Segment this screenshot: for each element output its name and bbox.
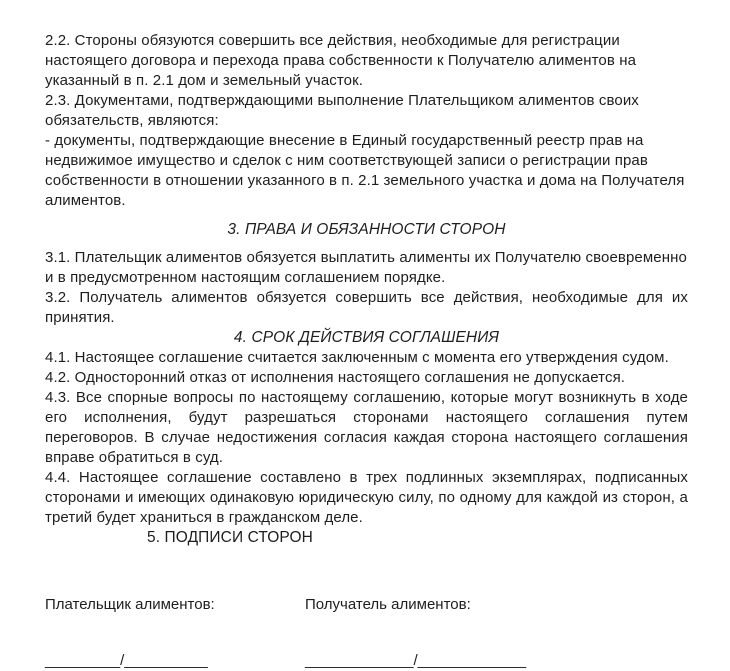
clause-2-2: 2.2. Стороны обязуются совершить все действия, необходимые для регистрации настоящего договора и перехода права собственности к Получателю алиментов на указанный в п. 2.1 дом и земельный участок. (45, 32, 637, 89)
payer-label: Плательщик алиментов: (45, 596, 215, 613)
signature-labels-row (45, 595, 688, 615)
section-5-heading: 5. ПОДПИСИ СТОРОН (147, 529, 313, 546)
clause-4-3: 4.3. Все спорные вопросы по настоящему соглашению, которые могут возникнуть в ходе его исполнения, будут разрешаться сторонами настоящего соглашения путем переговоров. В случае недостижения согласия каждая сторона настоящего соглашения вправе обратиться в суд. (45, 389, 688, 466)
agreement-body (45, 31, 688, 548)
clause-3-2: 3.2. Получатель алиментов обязуется совершить все действия, необходимые для их принятия. (45, 289, 688, 326)
signature-lines-row (45, 651, 688, 671)
recipient-signature-line: _____________/_____________ (305, 652, 527, 669)
section-3-heading: 3. ПРАВА И ОБЯЗАННОСТИ СТОРОН (227, 221, 506, 238)
recipient-label: Получатель алиментов: (305, 596, 471, 613)
clause-4-1: 4.1. Настоящее соглашение считается заключенным с момента его утверждения судом. (45, 349, 669, 366)
clause-4-4: 4.4. Настоящее соглашение составлено в трех подлинных экземплярах, подписанных сторонами и имеющих одинаковую юридическую силу, по одному для каждой из сторон, а третий будет храниться в гражданском деле. (45, 469, 688, 526)
payer-signature-line: _________/__________ (45, 652, 208, 669)
clause-4-2: 4.2. Односторонний отказ от исполнения настоящего соглашения не допускается. (45, 369, 626, 386)
clause-3-1: 3.1. Плательщик алиментов обязуется выплатить алименты их Получателю своевременно и в предусмотренном настоящим соглашением порядке. (45, 249, 687, 286)
clause-2-3: 2.3. Документами, подтверждающими выполнение Плательщиком алиментов своих обязательств, являются: (45, 92, 639, 129)
section-4-heading: 4. СРОК ДЕЙСТВИЯ СОГЛАШЕНИЯ (233, 329, 500, 346)
clause-2-3-documents-item: - документы, подтверждающие внесение в Единый государственный реестр прав на недвижимое имущество и сделок с ним соответствующей записи о регистрации прав собственности в отношении указанного в п. 2.1 земельного участка и дома на Получателя алиментов. (45, 132, 685, 209)
